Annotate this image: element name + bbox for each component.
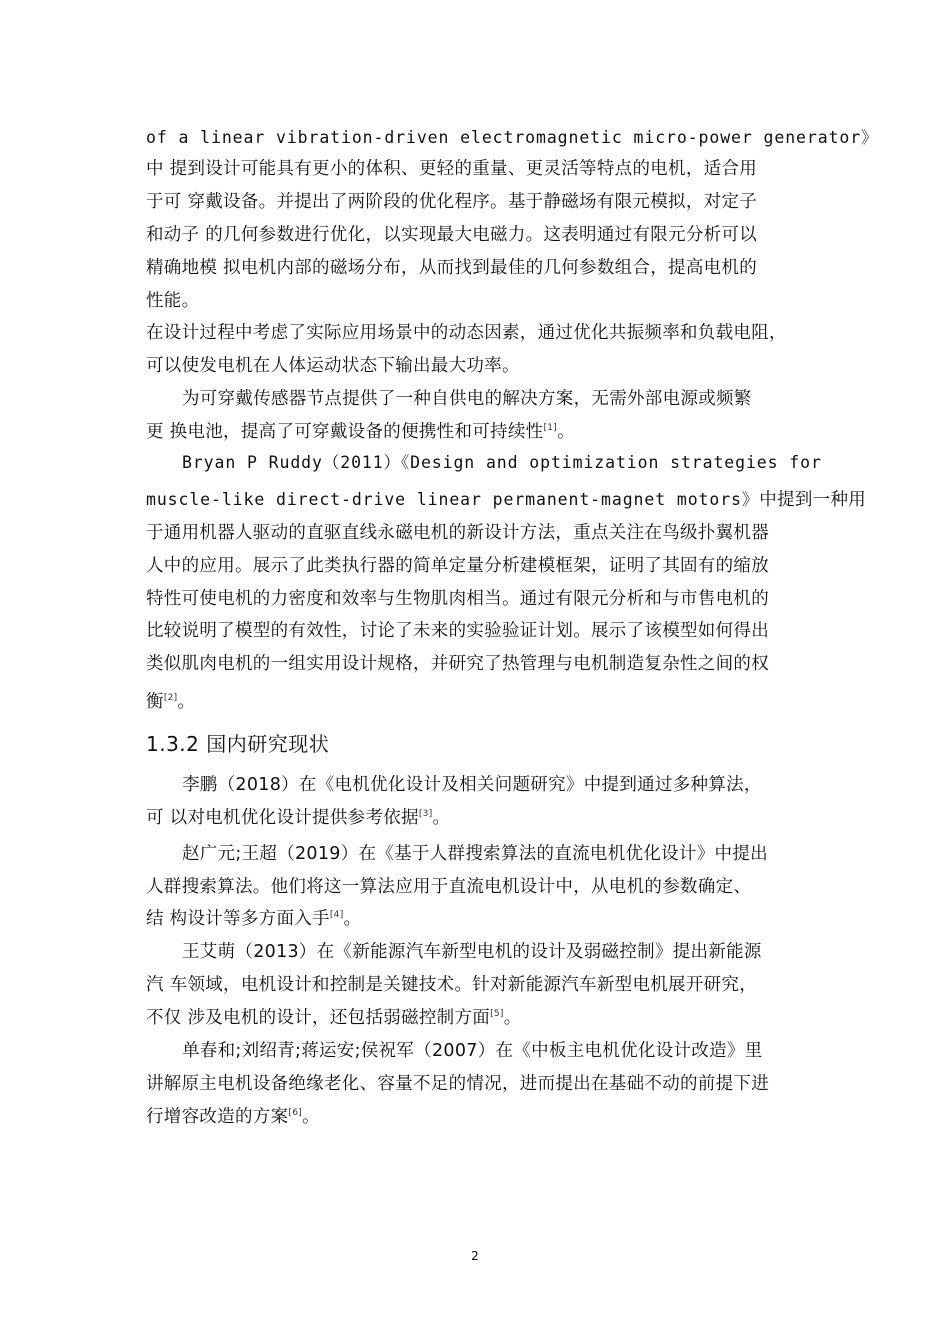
- body-line-with-citation: [146, 806, 816, 830]
- body-line: 和动子 的几何参数进行优化，以实现最大电磁力。这表明通过有限元分析可以: [146, 225, 758, 245]
- body-line: 性能。: [146, 291, 200, 311]
- body-line: of a linear vibration-driven electromagnetic micro-power generator》: [146, 128, 879, 147]
- body-line-with-citation: [146, 690, 816, 714]
- body-line: 于通用机器人驱动的直驱直线永磁电机的新设计方法，重点关注在鸟级扑翼机器: [146, 523, 769, 543]
- section-heading: 1.3.2 国内研究现状: [146, 732, 330, 756]
- body-text: 。: [557, 422, 575, 442]
- body-text: 。: [432, 808, 451, 828]
- body-line: 汽 车领域，电机设计和控制是关键技术。针对新能源汽车新型电机展开研究，: [146, 975, 758, 995]
- body-line-with-citation: [146, 420, 816, 444]
- body-line: Bryan P Ruddy（2011）《Design and optimization strategies for: [182, 453, 822, 472]
- body-line-with-citation: [146, 907, 816, 931]
- citation-ref: [1]: [543, 423, 558, 434]
- body-text: 结 构设计等多方面入手: [146, 909, 330, 929]
- body-line: 精确地模 拟电机内部的磁场分布，从而找到最佳的几何参数组合，提高电机的: [146, 258, 758, 278]
- body-text: 行增容改造的方案: [146, 1107, 289, 1127]
- body-line: 在设计过程中考虑了实际应用场景中的动态因素，通过优化共振频率和负载电阻，: [146, 323, 787, 343]
- body-text: muscle-like direct-drive linear permanent-magnet motors》: [146, 490, 760, 509]
- body-line-with-citation: [146, 1105, 816, 1129]
- body-line: 王艾萌（2013）在《新能源汽车新型电机的设计及弱磁控制》提出新能源: [182, 942, 762, 962]
- body-text: 。: [343, 909, 362, 929]
- citation-ref: [2]: [163, 693, 178, 704]
- body-line: 人群搜索算法。他们将这一算法应用于直流电机设计中，从电机的参数确定、: [146, 877, 752, 897]
- body-text: 衡: [146, 692, 164, 712]
- body-line: 中 提到设计可能具有更小的体积、更轻的重量、更灵活等特点的电机，适合用: [146, 159, 758, 179]
- body-text: 可 以对电机优化设计提供参考依据: [146, 808, 419, 828]
- body-line-with-citation: [146, 1006, 816, 1030]
- citation-ref: [4]: [329, 910, 344, 921]
- body-text: 。: [302, 1107, 320, 1127]
- body-line: 比较说明了模型的有效性，讨论了未来的实验验证计划。展示了该模型如何得出: [146, 621, 769, 641]
- body-text: 不仅 涉及电机的设计，还包括弱磁控制方面: [146, 1008, 491, 1028]
- body-line: 赵广元;王超（2019）在《基于人群搜索算法的直流电机优化设计》中提出: [182, 844, 768, 864]
- body-text: 中提到一种用: [759, 490, 867, 510]
- body-line: 可以使发电机在人体运动状态下输出最大功率。: [146, 356, 520, 376]
- citation-ref: [3]: [418, 809, 433, 820]
- body-line: 特性可使电机的力密度和效率与生物肌肉相当。通过有限元分析和与市售电机的: [146, 589, 769, 609]
- citation-ref: [5]: [490, 1009, 504, 1020]
- body-line: 讲解原主电机设备绝缘老化、容量不足的情况，进而提出在基础不动的前提下进: [146, 1074, 769, 1094]
- page-number: 2: [471, 1249, 479, 1263]
- body-line: 人中的应用。展示了此类执行器的简单定量分析建模框架，证明了其固有的缩放: [146, 556, 769, 576]
- body-text: 更 换电池，提高了可穿戴设备的便携性和可持续性: [146, 422, 544, 442]
- body-line: 为可穿戴传感器节点提供了一种自供电的解决方案，无需外部电源或频繁: [182, 389, 752, 409]
- body-text: 。: [177, 692, 196, 712]
- body-line: 于可 穿戴设备。并提出了两阶段的优化程序。基于静磁场有限元模拟，对定子: [146, 192, 758, 212]
- body-line: 单春和;刘绍青;蒋运安;侯祝军（2007）在《中板主电机优化设计改造》里: [182, 1041, 763, 1061]
- citation-ref: [6]: [288, 1108, 303, 1119]
- body-text: 。: [503, 1008, 522, 1028]
- body-line: 类似肌肉电机的一组实用设计规格，并研究了热管理与电机制造复杂性之间的权: [146, 654, 769, 674]
- body-line: 李鹏（2018）在《电机优化设计及相关问题研究》中提到通过多种算法，: [182, 775, 762, 795]
- body-line: [146, 488, 867, 512]
